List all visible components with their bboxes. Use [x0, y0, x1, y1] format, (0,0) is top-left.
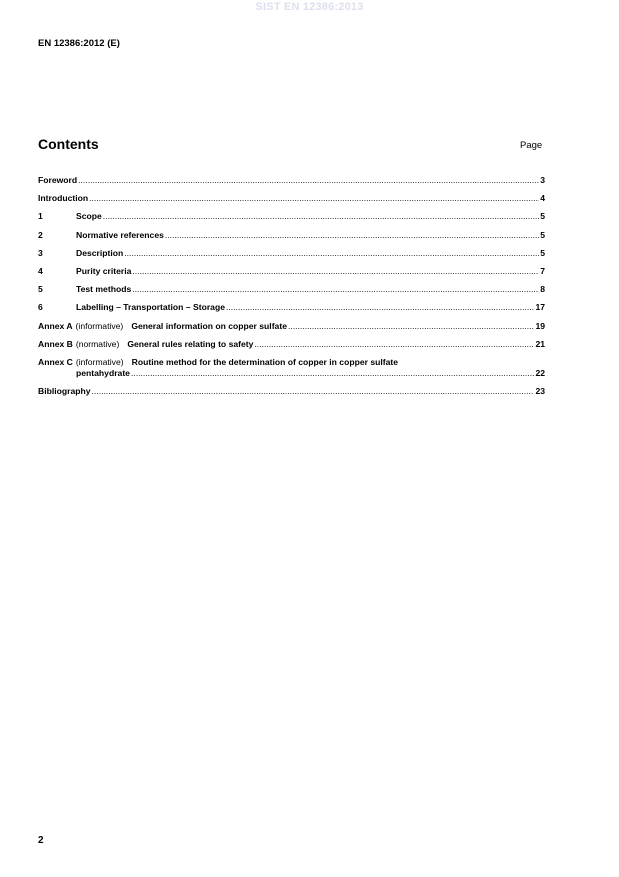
toc-entry-title: Description	[76, 247, 124, 258]
toc-entry-page: 23	[535, 386, 545, 397]
table-of-contents	[38, 175, 545, 404]
dot-leader	[103, 211, 539, 222]
toc-entry-title: Foreword	[38, 175, 78, 185]
toc-entry-page: 5	[540, 229, 545, 240]
toc-entry-title: Routine method for the determination of copper in copper sulfate	[131, 356, 399, 367]
toc-entry-introduction[interactable]	[38, 193, 545, 204]
toc-entry-number: 2	[38, 229, 43, 240]
toc-entry-annex-b[interactable]	[38, 339, 545, 350]
toc-entry-page: 8	[540, 284, 545, 295]
dot-leader	[89, 193, 539, 204]
toc-entry-number: 3	[38, 247, 43, 258]
toc-entry-page: 22	[535, 367, 545, 378]
watermark: SIST EN 12386:2013	[255, 1, 364, 13]
annex-label: Annex A	[38, 320, 73, 331]
toc-entry-title: Introduction	[38, 193, 89, 204]
annex-status: (informative)	[75, 356, 124, 367]
toc-entry-number: 5	[38, 284, 43, 295]
toc-entry-title-continued: pentahydrate	[76, 367, 130, 378]
toc-entry-title: Scope	[76, 211, 102, 222]
dot-leader	[254, 339, 534, 350]
document-id: EN 12386:2012 (E)	[38, 38, 120, 49]
annex-label: Annex C	[38, 356, 73, 367]
toc-entry-page: 4	[540, 193, 545, 204]
toc-entry-page: 5	[540, 247, 545, 258]
dot-leader	[132, 284, 539, 295]
contents-heading: Contents	[38, 136, 99, 152]
dot-leader	[226, 302, 534, 313]
toc-entry-title: Labelling – Transportation – Storage	[76, 302, 225, 313]
toc-entry-title: Bibliography	[38, 386, 91, 397]
page-column-label: Page	[520, 140, 543, 151]
toc-entry-number: 4	[38, 265, 43, 276]
toc-entry-title: Normative references	[76, 229, 164, 240]
toc-entry-scope[interactable]	[38, 211, 545, 222]
toc-entry-number: 1	[38, 211, 43, 222]
annex-status: (normative)	[75, 338, 120, 349]
toc-entry-page: 21	[535, 338, 545, 349]
toc-entry-page: 3	[540, 175, 545, 185]
toc-entry-annex-a[interactable]	[38, 321, 545, 332]
toc-entry-title: Purity criteria	[76, 265, 132, 276]
toc-entry-description[interactable]	[38, 248, 545, 259]
annex-status: (informative)	[75, 320, 124, 331]
toc-entry-normative-references[interactable]	[38, 230, 545, 241]
toc-entry-test-methods[interactable]	[38, 284, 545, 295]
toc-entry-number: 6	[38, 302, 43, 313]
annex-label: Annex B	[38, 338, 73, 349]
dot-leader	[78, 175, 539, 186]
dot-leader	[132, 266, 539, 277]
toc-entry-page: 17	[535, 302, 545, 313]
toc-entry-foreword[interactable]	[38, 175, 545, 186]
toc-entry-annex-c[interactable]	[38, 357, 545, 379]
toc-entry-page: 5	[540, 211, 545, 222]
dot-leader	[124, 248, 539, 259]
dot-leader	[288, 321, 534, 332]
toc-entry-purity-criteria[interactable]	[38, 266, 545, 277]
toc-entry-bibliography[interactable]	[38, 386, 545, 397]
toc-entry-labelling[interactable]	[38, 302, 545, 313]
toc-entry-page: 7	[540, 265, 545, 276]
toc-entry-title: General information on copper sulfate	[131, 320, 287, 331]
toc-entry-page: 19	[535, 320, 545, 331]
dot-leader	[92, 386, 535, 397]
toc-entry-title: Test methods	[76, 284, 132, 295]
page-number: 2	[38, 835, 44, 846]
dot-leader	[165, 230, 539, 241]
dot-leader	[131, 368, 534, 379]
toc-entry-title: General rules relating to safety	[127, 338, 254, 349]
